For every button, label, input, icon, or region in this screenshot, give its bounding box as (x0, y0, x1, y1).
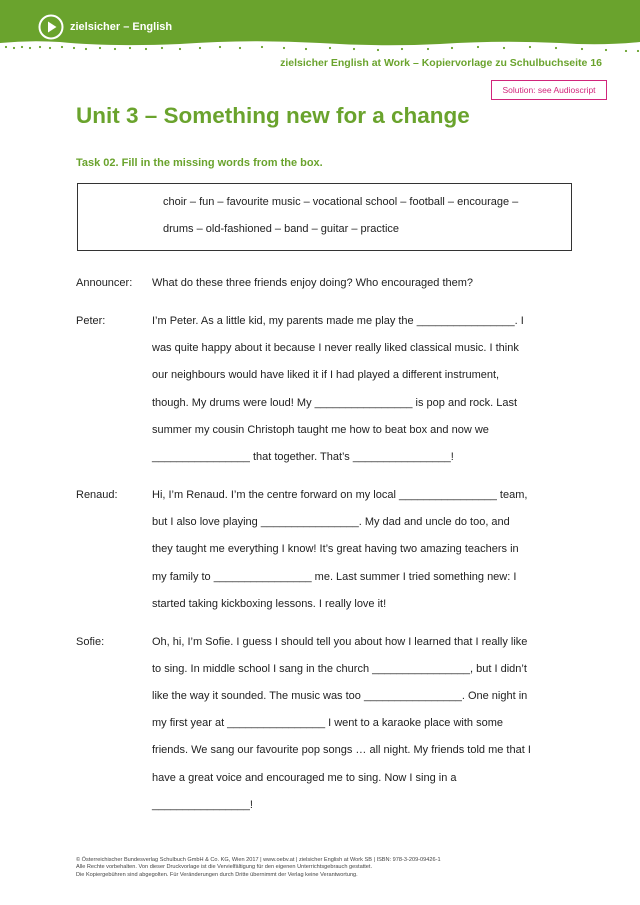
dialogue-line: ________________! (152, 799, 253, 811)
word-box-line: choir – fun – favourite music – vocational school – football – encourage – (163, 196, 519, 208)
dialogue-line: like the way it sounded. The music was too ________________. One night in (152, 690, 528, 702)
dialogue-line: my family to ________________ me. Last summer I tried something new: I (152, 571, 517, 583)
speaker-renaud: Renaud: (76, 489, 118, 501)
brand-name: zielsicher – English (70, 21, 173, 33)
dialogue-line: started taking kickboxing lessons. I really love it! (152, 598, 387, 610)
dialogue-line: they taught me everything I know! It’s great having two amazing teachers in (152, 543, 519, 555)
footer-line: Die Kopiergebühren sind abgegolten. Für Veränderungen durch Dritte übernimmt der Verlag keine Verantwortung. (76, 871, 358, 878)
dialogue-line: to sing. In middle school I sang in the church ________________, but I didn’t (152, 663, 527, 675)
dialogue-line: What do these three friends enjoy doing? Who encouraged them? (152, 277, 474, 289)
dialogue-line: summer my cousin Christoph taught me how to beat box and now we (152, 424, 489, 436)
solution-note: Solution: see Audioscript (491, 80, 607, 100)
speaker-peter: Peter: (76, 315, 106, 327)
header-banner (0, 0, 640, 52)
speaker-sofie: Sofie: (76, 636, 105, 648)
task-instruction: Task 02. Fill in the missing words from the box. (76, 157, 323, 169)
dialogue-line: was quite happy about it because I never really liked classical music. I think (152, 342, 519, 354)
footer-line: Alle Rechte vorbehalten. Von dieser Druckvorlage ist die Vervielfältigung für den eigenen Unterrichtsgebrauch gestattet. (76, 864, 373, 871)
dialogue-line: though. My drums were loud! My ________________ is pop and rock. Last (152, 397, 518, 409)
speaker-announcer: Announcer: (76, 277, 133, 289)
dialogue-line: my first year at ________________ I went to a karaoke place with some (152, 717, 503, 729)
word-box (77, 183, 572, 251)
dialogue-line: ________________ that together. That’s ________________! (152, 451, 454, 463)
footer-line: © Österreichischer Bundesverlag Schulbuch GmbH & Co. KG, Wien 2017 | www.oebv.at | zielsicher English at Work SB | ISBN: 978-3-209-09426-1 (76, 857, 441, 863)
dialogue-line: but I also love playing ________________. My dad and uncle do too, and (152, 516, 510, 528)
play-icon (38, 14, 64, 40)
dialogue-line: I’m Peter. As a little kid, my parents made me play the ________________. I (152, 315, 524, 327)
dialogue-line: have a great voice and encouraged me to sing. Now I sing in a (152, 772, 457, 784)
footer-copyright (76, 857, 441, 879)
brand-logo (38, 14, 172, 40)
page-title: Unit 3 – Something new for a change (76, 103, 470, 128)
dialogue-line: Oh, hi, I’m Sofie. I guess I should tell you about how I learned that I really like (152, 636, 528, 648)
dialogue-line: friends. We sang our favourite pop songs … all night. My friends told me that I (152, 744, 531, 756)
word-box-line: drums – old-fashioned – band – guitar – practice (163, 223, 400, 235)
dialogue-line: our neighbours would have liked it if I had played a different instrument, (152, 369, 500, 381)
page-subtitle: zielsicher English at Work – Kopiervorlage zu Schulbuchseite 16 (280, 57, 602, 69)
dialogue-line: Hi, I’m Renaud. I’m the centre forward on my local ________________ team, (152, 489, 528, 501)
